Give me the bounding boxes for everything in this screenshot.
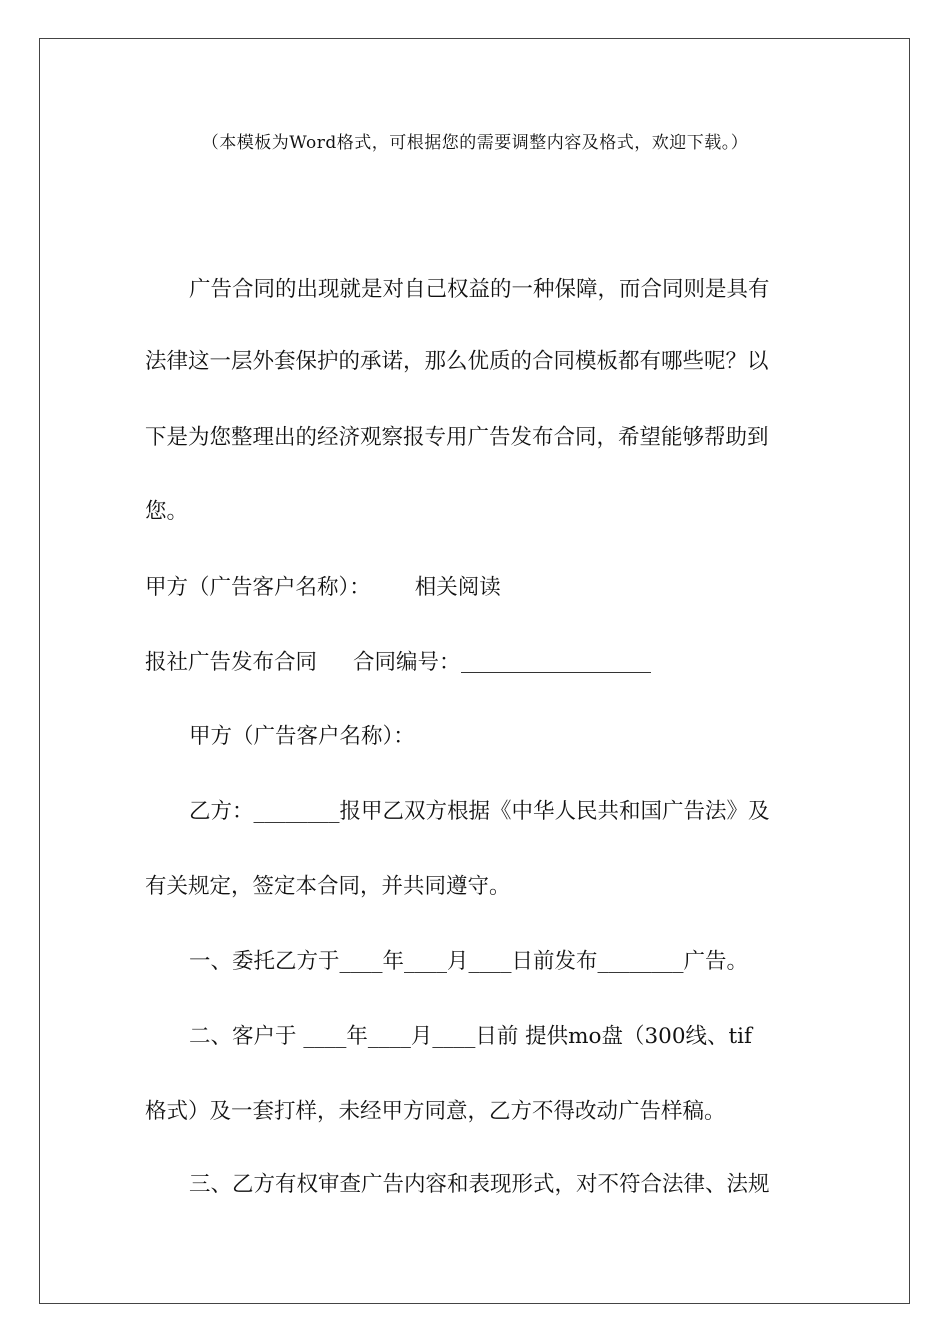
contract-number-blank — [461, 652, 651, 673]
intro-line-2: 法律这一层外套保护的承诺，那么优质的合同模板都有哪些呢？以 — [145, 349, 769, 374]
clause-2-line-2: 格式）及一套打样，未经甲方同意，乙方不得改动广告样稿。 — [145, 1099, 726, 1124]
party-a-heading-row — [145, 573, 501, 603]
clause-2-line-1: 二、客户于 ____年____月____日前 提供mo盘（300线、tif — [189, 1024, 753, 1049]
party-b-line-1: 乙方：________报甲乙双方根据《中华人民共和国广告法》及 — [189, 799, 770, 824]
related-reading-link[interactable]: 相关阅读 — [414, 575, 501, 600]
clause-1: 一、委托乙方于____年____月____日前发布________广告。 — [189, 949, 749, 974]
party-a-line: 甲方（广告客户名称）： — [189, 724, 415, 749]
template-note: （本模板为Word格式，可根据您的需要调整内容及格式，欢迎下载。） — [201, 133, 749, 153]
clause-3: 三、乙方有权审查广告内容和表现形式，对不符合法律、法规 — [189, 1172, 770, 1197]
contract-title: 报社广告发布合同 — [145, 650, 318, 675]
contract-number-label: 合同编号： — [353, 650, 461, 675]
intro-line-4: 您。 — [145, 499, 189, 524]
party-b-line-2: 有关规定，签定本合同，并共同遵守。 — [145, 874, 511, 899]
party-a-heading: 甲方（广告客户名称）： — [145, 575, 371, 600]
contract-title-row — [145, 648, 651, 678]
intro-line-1: 广告合同的出现就是对自己权益的一种保障，而合同则是具有 — [189, 277, 770, 302]
intro-line-3: 下是为您整理出的经济观察报专用广告发布合同，希望能够帮助到 — [145, 425, 769, 450]
